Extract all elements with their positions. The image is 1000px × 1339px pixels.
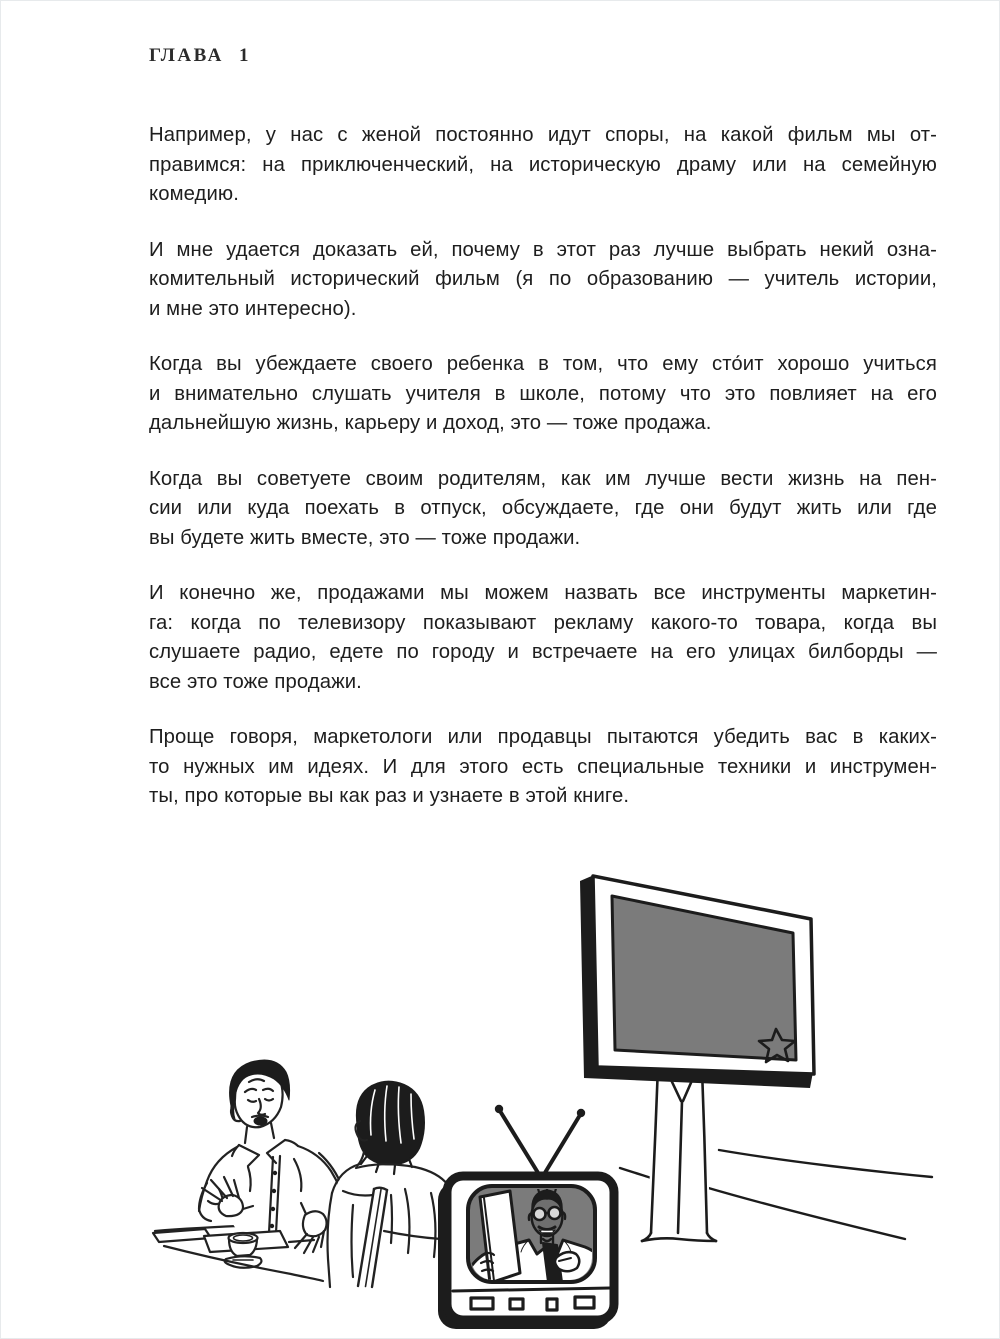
text-line: то нужных им идеях. И для этого есть специальные техники и инструмен- [149,755,937,778]
text-line: слушаете радио, едете по городу и встречаете на его улицах билборды — [149,641,937,663]
text-line: Проще говоря, маркетологи или продавцы пытаются убедить вас в каких- [149,726,937,748]
text-line: Когда вы убеждаете своего ребенка в том, что ему сто́ит хорошо учиться [149,353,937,375]
glasses-left [534,1208,546,1220]
text-line: правимся: на приключенческий, на историческую драму или на семейную [149,153,937,176]
text-line: все это тоже продажи. [149,670,362,693]
chapter-heading: ГЛАВА 1 [149,45,252,66]
tv-set [438,1105,614,1329]
antenna-tip [577,1109,585,1117]
text-line: И конечно же, продажами мы можем назвать все инструменты маркетин- [149,582,937,604]
text-line: и внимательно слушать учителя в школе, потому что это повлияет на его [149,382,937,405]
tv-antenna-left [500,1111,540,1176]
body-text [149,121,937,838]
text-line: вы будете жить вместе, это — тоже продажи. [149,526,581,549]
glasses-right [549,1207,561,1219]
billboard [580,875,814,1088]
paragraph [149,121,937,210]
text-line: сии или куда поехать в отпуск, обсуждаете, где они будут жить или где [149,497,937,519]
paragraph [149,236,937,325]
antenna-tip [495,1105,503,1113]
billboard-pole [642,1064,716,1241]
text-line: дальнейшую жизнь, карьеру и доход, это — тоже продажа. [149,412,712,434]
text-line: га: когда по телевизору показывают рекламу какого-то товара, когда вы [149,611,937,634]
paragraph [149,465,937,554]
tv-antenna-right [543,1115,580,1176]
conversation-scene [153,1060,458,1289]
open-mouth [254,1116,268,1125]
text-line: Например, у нас с женой постоянно идут споры, на какой фильм мы от- [149,124,937,146]
man-talking [198,1060,349,1240]
text-line: ты, про которые вы как раз и узнаете в этой книге. [149,785,630,807]
text-line: Когда вы советуете своим родителям, как им лучше вести жизнь на пен- [149,467,937,490]
text-line: комедию. [149,183,239,205]
text-line: и мне это интересно). [149,297,357,320]
paragraph [149,723,937,812]
paragraph [149,350,937,439]
text-line: И мне удается доказать ей, почему в этот раз лучше выбрать некий озна- [149,238,937,261]
marketing-illustration [1,859,1000,1339]
back-hair [357,1082,424,1165]
paragraph [149,579,937,697]
text-line: комительный исторический фильм (я по образованию — учитель истории, [149,268,937,290]
